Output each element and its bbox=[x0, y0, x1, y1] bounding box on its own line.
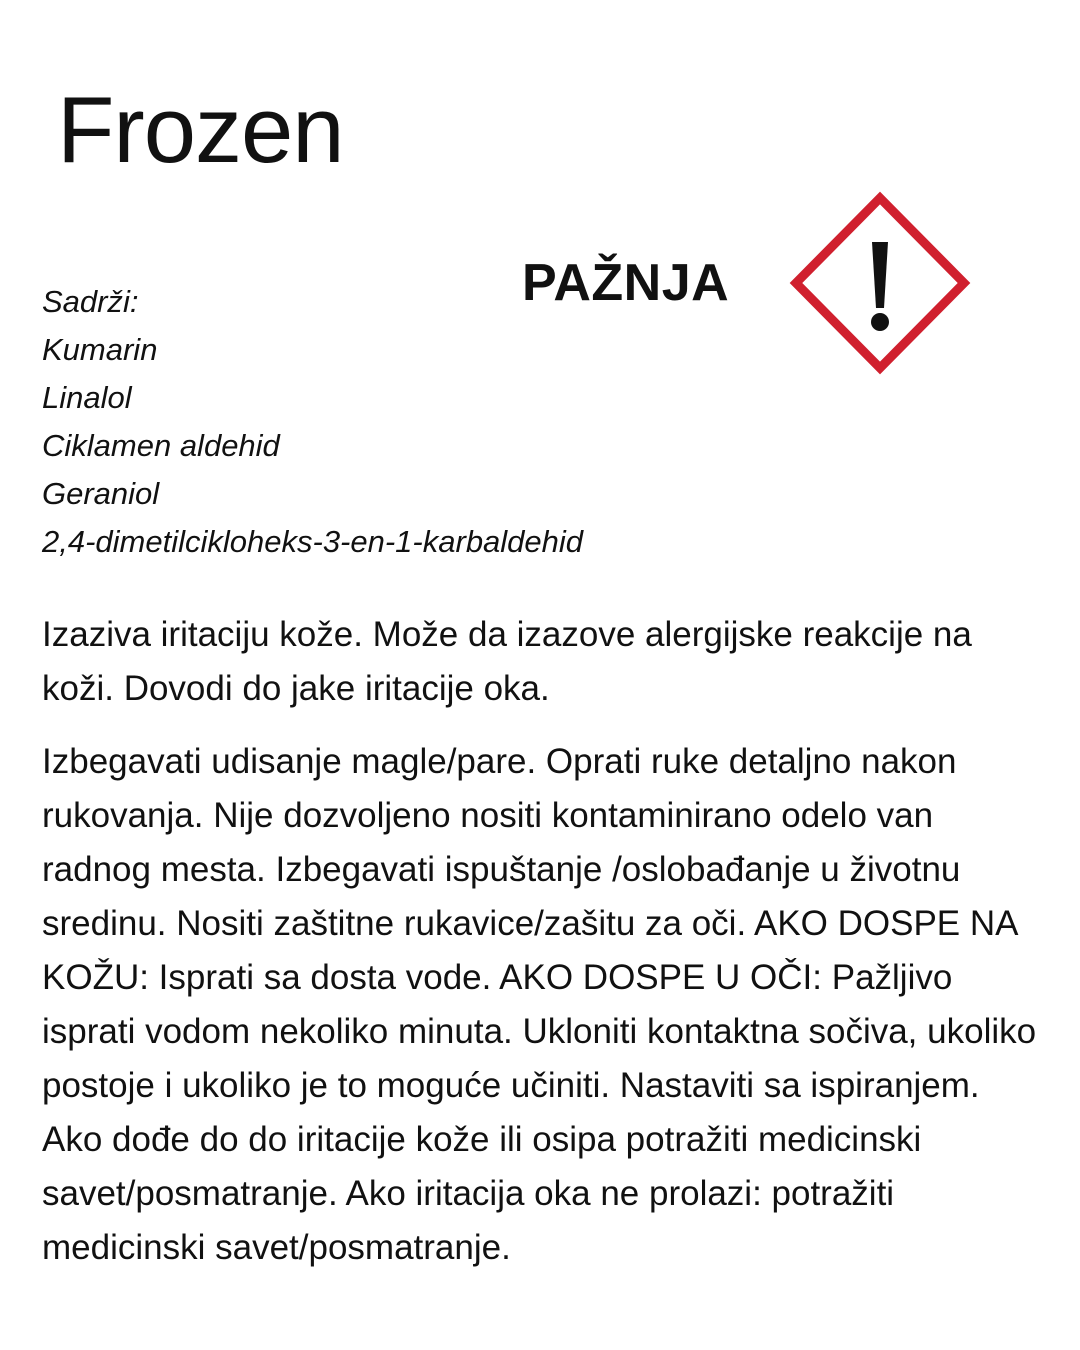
product-title: Frozen bbox=[57, 77, 344, 182]
precautionary-statements: Izbegavati udisanje magle/pare. Oprati ruke detaljno nakon rukovanja. Nije dozvoljeno nositi kontaminirano odelo van radnog mesta. Izbegavati ispuštanje /oslobađanje u životnu sredinu. Nositi zaštitne rukavice/zašitu za oči. AKO DOSPE NA KOŽU: Isprati sa dosta vode. AKO DOSPE U OČI: Pažljivo isprati vodom nekoliko minuta. Ukloniti kontaktna sočiva, ukoliko postoje i ukoliko je to moguće učiniti. Nastaviti sa ispiranjem. Ako dođe do do iritacije kože ili osipa potražiti medicinski savet/posmatranje. Ako iritacija oka ne prolazi: potražiti medicinski savet/posmatranje. bbox=[42, 742, 1037, 1267]
contains-heading: Sadrži: bbox=[42, 284, 139, 319]
contains-list bbox=[42, 278, 583, 566]
exclamation-mark-icon bbox=[788, 190, 972, 376]
ingredient-item: Kumarin bbox=[42, 332, 158, 367]
ingredient-item: Linalol bbox=[42, 380, 132, 415]
hazard-statements: Izaziva iritaciju kože. Može da izazove alergijske reakcije na koži. Dovodi do jake iritacije oka. bbox=[42, 615, 972, 708]
ingredient-item: 2,4-dimetilcikloheks-3-en-1-karbaldehid bbox=[42, 524, 584, 559]
signal-word: PAŽNJA bbox=[522, 254, 730, 312]
ingredient-item: Geraniol bbox=[42, 476, 160, 511]
ingredient-item: Ciklamen aldehid bbox=[42, 428, 280, 463]
